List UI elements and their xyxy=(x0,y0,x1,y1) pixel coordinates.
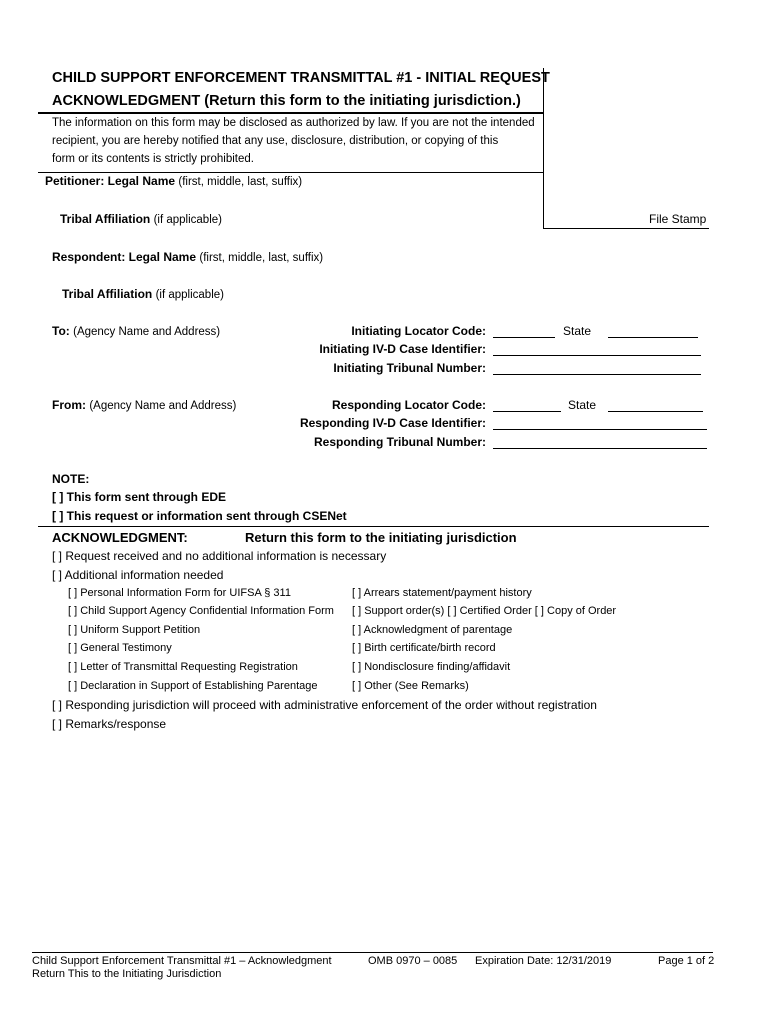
petitioner-tribal-label: Tribal Affiliation xyxy=(60,212,151,226)
initiating-state-input[interactable] xyxy=(608,337,698,338)
form-subtitle: ACKNOWLEDGMENT (Return this form to the initiating jurisdiction.) xyxy=(52,93,521,109)
respondent-field[interactable] xyxy=(52,250,323,264)
footer-expiration-date: Expiration Date: 12/31/2019 xyxy=(475,955,612,967)
respondent-tribal-field[interactable] xyxy=(62,287,224,301)
respondent-label: Respondent: Legal Name xyxy=(52,250,197,264)
disclosure-line-3: form or its contents is strictly prohibited. xyxy=(52,153,254,165)
letter-of-transmittal-checkbox[interactable]: [ ] Letter of Transmittal Requesting Registration xyxy=(68,661,298,673)
acknowledgment-instruction: Return this form to the initiating jurisdiction xyxy=(245,530,517,545)
responding-locator-input[interactable] xyxy=(493,411,561,412)
acknowledgment-parentage-checkbox[interactable]: [ ] Acknowledgment of parentage xyxy=(352,624,513,636)
petitioner-field[interactable] xyxy=(45,174,302,188)
petitioner-hint: (first, middle, last, suffix) xyxy=(178,176,303,188)
to-hint: (Agency Name and Address) xyxy=(73,326,221,338)
from-hint: (Agency Name and Address) xyxy=(89,400,237,412)
initiating-case-input[interactable] xyxy=(493,355,701,356)
arrears-statement-checkbox[interactable]: [ ] Arrears statement/payment history xyxy=(352,587,532,599)
initiating-locator-input[interactable] xyxy=(493,337,555,338)
other-see-remarks-checkbox[interactable]: [ ] Other (See Remarks) xyxy=(352,680,469,692)
respondent-tribal-label: Tribal Affiliation xyxy=(62,287,153,301)
disclosure-line-1: The information on this form may be disclosed as authorized by law. If you are not the intended xyxy=(52,117,535,129)
responding-locator-label: Responding Locator Code: xyxy=(332,398,486,412)
uniform-support-petition-checkbox[interactable]: [ ] Uniform Support Petition xyxy=(68,624,201,636)
administrative-enforcement-checkbox[interactable]: [ ] Responding jurisdiction will proceed with administrative enforcement of the order without registration xyxy=(52,698,597,712)
to-label: To: xyxy=(52,324,70,338)
header-right-border xyxy=(543,68,544,228)
footer-return-note: Return This to the Initiating Jurisdiction xyxy=(32,968,222,980)
petitioner-tribal-field[interactable] xyxy=(60,212,222,226)
nondisclosure-checkbox[interactable]: [ ] Nondisclosure finding/affidavit xyxy=(352,661,511,673)
general-testimony-checkbox[interactable]: [ ] General Testimony xyxy=(68,642,172,654)
initiating-tribunal-input[interactable] xyxy=(493,374,701,375)
request-received-checkbox[interactable]: [ ] Request received and no additional information is necessary xyxy=(52,549,387,563)
note-ede-checkbox[interactable]: [ ] This form sent through EDE xyxy=(52,490,226,504)
footer-divider xyxy=(32,952,713,953)
petitioner-top-border xyxy=(38,172,544,173)
responding-state-label: State xyxy=(568,398,597,412)
acknowledgment-divider xyxy=(38,526,709,527)
personal-info-form-checkbox[interactable]: [ ] Personal Information Form for UIFSA § 311 xyxy=(68,587,291,599)
responding-tribunal-label: Responding Tribunal Number: xyxy=(313,435,486,449)
petitioner-label: Petitioner: Legal Name xyxy=(45,174,176,188)
acknowledgment-label: ACKNOWLEDGMENT: xyxy=(52,530,188,545)
initiating-case-label: Initiating IV-D Case Identifier: xyxy=(319,342,486,356)
from-label: From: xyxy=(52,398,86,412)
petitioner-tribal-hint: (if applicable) xyxy=(153,214,222,226)
footer-page-number: Page 1 of 2 xyxy=(658,955,715,967)
respondent-tribal-hint: (if applicable) xyxy=(155,289,224,301)
footer-omb-number: OMB 0970 – 0085 xyxy=(368,955,458,967)
confidential-info-form-checkbox[interactable]: [ ] Child Support Agency Confidential Information Form xyxy=(68,605,334,617)
form-title: CHILD SUPPORT ENFORCEMENT TRANSMITTAL #1 - INITIAL REQUEST xyxy=(52,70,550,86)
initiating-tribunal-label: Initiating Tribunal Number: xyxy=(333,361,486,375)
additional-info-checkbox[interactable]: [ ] Additional information needed xyxy=(52,568,224,582)
disclosure-line-2: recipient, you are hereby notified that any use, disclosure, distribution, or copying of this xyxy=(52,135,499,147)
remarks-response-checkbox[interactable]: [ ] Remarks/response xyxy=(52,717,167,731)
footer-form-name: Child Support Enforcement Transmittal #1 – Acknowledgment xyxy=(32,955,332,967)
file-stamp-label: File Stamp xyxy=(649,212,707,226)
note-csenet-checkbox[interactable]: [ ] This request or information sent through CSENet xyxy=(52,509,347,523)
from-field[interactable] xyxy=(52,398,236,412)
responding-state-input[interactable] xyxy=(608,411,703,412)
initiating-state-label: State xyxy=(563,324,592,338)
support-orders-checkbox[interactable]: [ ] Support order(s) [ ] Certified Order [ ] Copy of Order xyxy=(352,605,617,617)
file-stamp-underline xyxy=(543,228,709,229)
respondent-hint: (first, middle, last, suffix) xyxy=(199,252,324,264)
initiating-locator-label: Initiating Locator Code: xyxy=(351,324,486,338)
note-label: NOTE: xyxy=(52,472,90,486)
birth-certificate-checkbox[interactable]: [ ] Birth certificate/birth record xyxy=(352,642,496,654)
responding-case-label: Responding IV-D Case Identifier: xyxy=(299,416,486,430)
responding-tribunal-input[interactable] xyxy=(493,448,707,449)
declaration-parentage-checkbox[interactable]: [ ] Declaration in Support of Establishing Parentage xyxy=(68,680,318,692)
to-field[interactable] xyxy=(52,324,220,338)
header-underline xyxy=(38,112,544,114)
responding-case-input[interactable] xyxy=(493,429,707,430)
